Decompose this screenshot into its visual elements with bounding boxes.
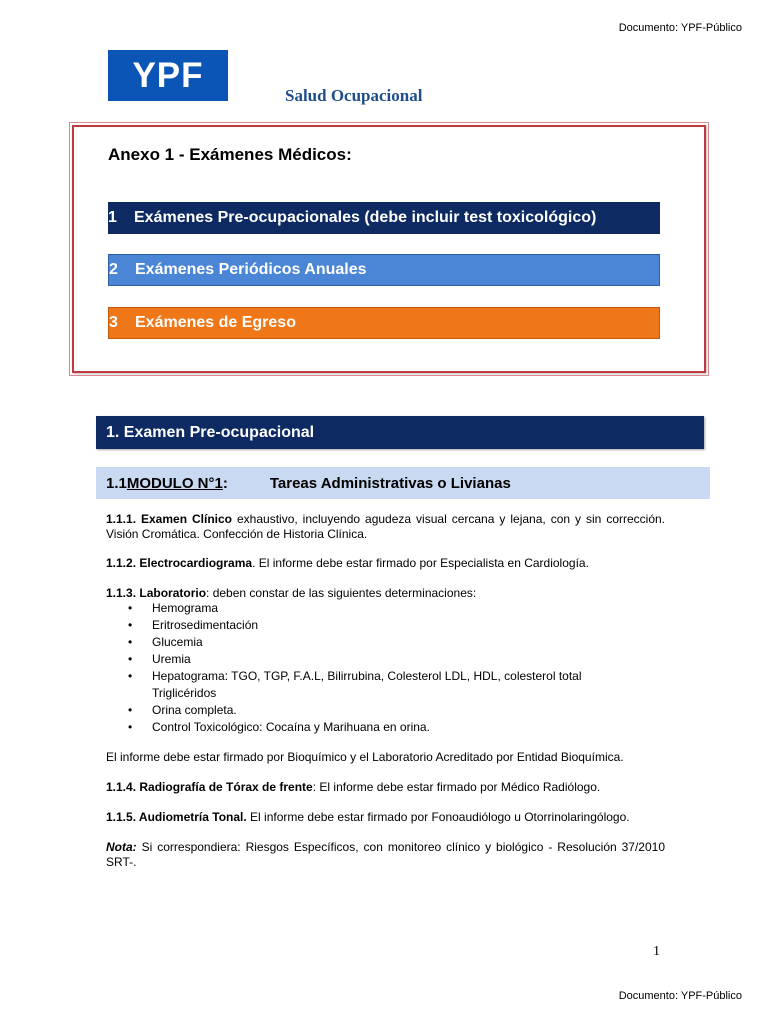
note-label: Nota:: [106, 840, 137, 854]
annex-item-number: 2: [109, 261, 118, 278]
paragraph-label: 1.1.3. Laboratorio: [106, 586, 207, 600]
paragraph-text: Si correspondiera: Riesgos Específicos, con monitoreo clínico y biológico - Resolución 37/2010 SRT-.: [106, 840, 665, 869]
paragraph-text: : El informe debe estar firmado por Médico Radiólogo.: [312, 780, 601, 794]
annex-title: Anexo 1 - Exámenes Médicos:: [108, 145, 352, 164]
page-number: 1: [653, 944, 660, 959]
paragraph-label: 1.1.4. Radiografía de Tórax de frente: [106, 780, 313, 794]
module-prefix: 1.1: [106, 474, 127, 492]
list-item: • Uremia: [126, 651, 646, 668]
annex-item-preocupacionales: [108, 202, 660, 234]
paragraph-audiometria: [106, 810, 665, 825]
section-heading: 1. Examen Pre-ocupacional: [96, 416, 704, 449]
paragraph-label: 1.1.1. Examen Clínico: [106, 512, 233, 526]
paragraph-electrocardiograma: [106, 556, 665, 571]
annex-item-periodicos: [108, 254, 660, 286]
list-item: • Glucemia: [126, 634, 646, 651]
list-item: • Eritrosedimentación: [126, 617, 646, 634]
lab-determinations-list: [126, 600, 646, 736]
module-number: MODULO N°1: [126, 474, 223, 492]
logo-text: YPF: [132, 55, 204, 95]
document-classification-footer: Documento: YPF-Público: [618, 990, 742, 1002]
paragraph-radiografia: [106, 780, 665, 795]
paragraph-label: 1.1.2. Electrocardiograma: [106, 556, 253, 570]
annex-item-number: 1: [108, 209, 117, 226]
page-subtitle: Salud Ocupacional: [285, 86, 423, 105]
module-colon: :: [222, 474, 228, 492]
paragraph-label: 1.1.5. Audiometría Tonal.: [106, 810, 247, 824]
ypf-logo: [108, 50, 228, 101]
document-classification-header: Documento: YPF-Público: [618, 22, 742, 34]
paragraph-laboratorio: [106, 586, 665, 601]
paragraph-text: : deben constar de las siguientes determinaciones:: [206, 586, 477, 600]
annex-box: [72, 125, 706, 373]
annex-item-number: 3: [109, 314, 118, 331]
module-heading: [96, 467, 710, 499]
annex-item-label: Exámenes de Egreso: [135, 314, 296, 331]
paragraph-lab-note: El informe debe estar firmado por Bioquímico y el Laboratorio Acreditado por Entidad Bioquímica.: [106, 750, 624, 764]
paragraph-examen-clinico: [106, 512, 665, 542]
paragraph-text: El informe debe estar firmado por Fonoaudiólogo u Otorrinolaringólogo.: [246, 810, 630, 824]
list-item: • Hepatograma: TGO, TGP, F.A.L, Bilirrubina, Colesterol LDL, HDL, colesterol total Triglicéridos: [126, 668, 646, 702]
list-item: • Orina completa.: [126, 702, 646, 719]
annex-item-label: Exámenes Periódicos Anuales: [135, 261, 367, 278]
paragraph-text: exhaustivo, incluyendo agudeza visual cercana y lejana, con y sin corrección. Visión Cromática. Confección de Historia Clínica.: [106, 512, 666, 541]
annex-item-label: Exámenes Pre-ocupacionales (debe incluir test toxicológico): [134, 209, 597, 226]
paragraph-text: . El informe debe estar firmado por Especialista en Cardiología.: [252, 556, 589, 570]
list-item: • Control Toxicológico: Cocaína y Marihuana en orina.: [126, 719, 646, 736]
annex-item-egreso: [108, 307, 660, 339]
list-item: • Hemograma: [126, 600, 646, 617]
paragraph-nota: [106, 840, 665, 870]
module-task: Tareas Administrativas o Livianas: [269, 474, 511, 492]
